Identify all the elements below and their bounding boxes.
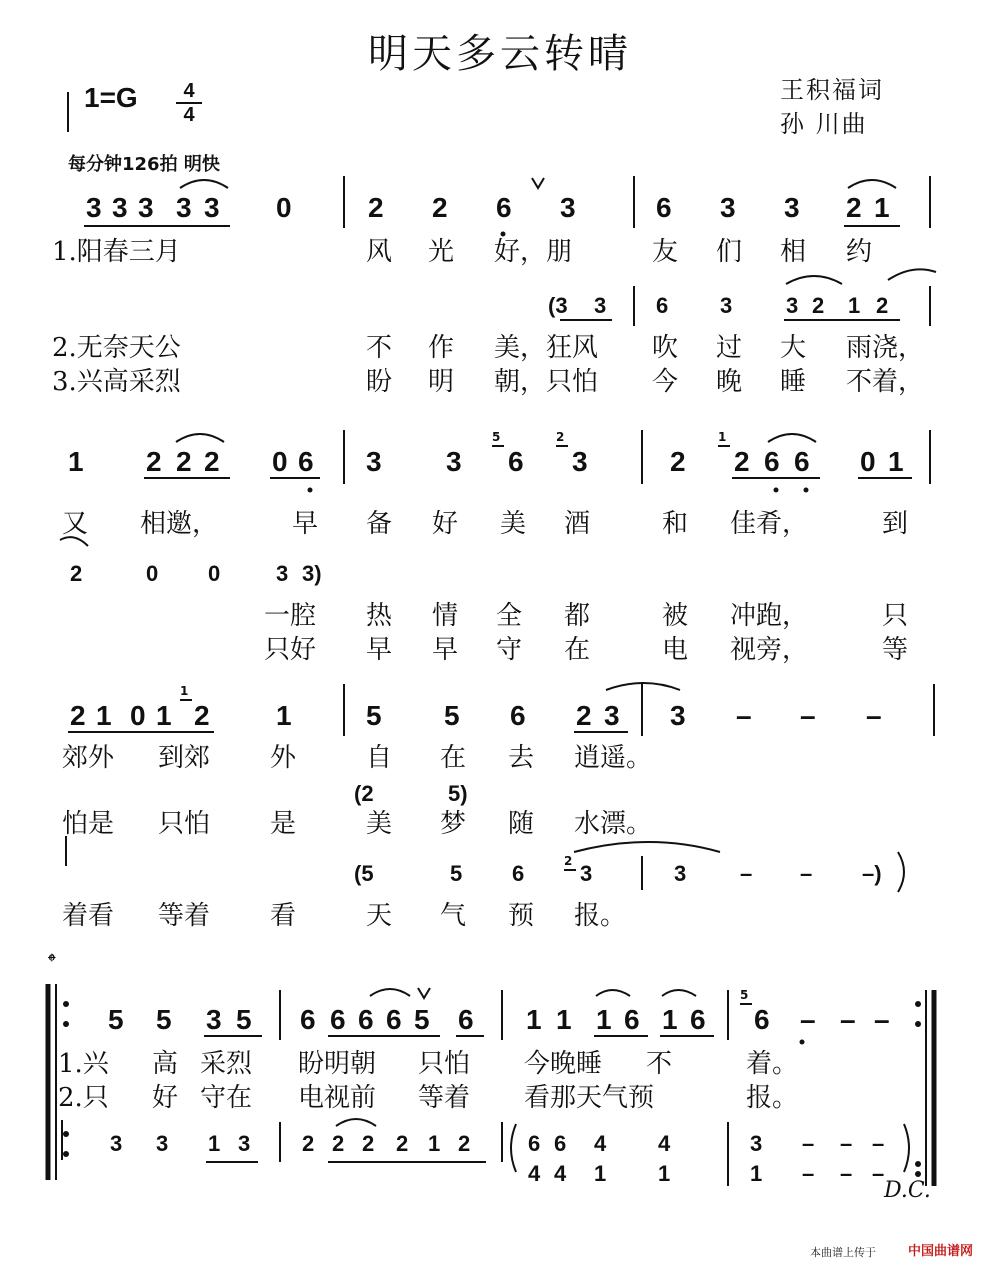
- note: 6: [794, 446, 810, 477]
- note: 3: [750, 1131, 763, 1156]
- note: 2: [846, 192, 862, 223]
- note: 2: [176, 446, 192, 477]
- note: 3: [580, 861, 593, 886]
- lyric: 只: [882, 601, 909, 631]
- lyric: 1.阳春三月: [52, 237, 181, 267]
- lyric: 天: [366, 901, 393, 931]
- note: 5: [156, 1004, 172, 1035]
- note: 4: [554, 1161, 567, 1186]
- paren: [898, 852, 904, 892]
- note: 3: [572, 446, 588, 477]
- grace-note: 5: [740, 988, 749, 1002]
- note: 6: [458, 1004, 474, 1035]
- note: 3: [276, 561, 289, 586]
- note: 2: [302, 1131, 315, 1156]
- note: 3: [112, 192, 128, 223]
- note: 3): [302, 561, 322, 586]
- note: 3: [366, 446, 382, 477]
- lyric: 大: [780, 333, 807, 363]
- note: 5: [414, 1004, 430, 1035]
- note: 5: [236, 1004, 252, 1035]
- note: –: [840, 1131, 853, 1156]
- note: 3: [784, 192, 800, 223]
- note: 6: [386, 1004, 402, 1035]
- lyric: 好，朋: [494, 237, 573, 267]
- note: 3: [670, 700, 686, 731]
- note: 6: [512, 861, 525, 886]
- lyric: 明: [428, 367, 455, 397]
- breath-mark: [532, 178, 544, 188]
- note: 6: [358, 1004, 374, 1035]
- repeat-dot: [63, 1021, 69, 1027]
- da-capo-mark: D.C.: [884, 1178, 931, 1203]
- lyric: 相: [780, 237, 807, 267]
- lyric: 作: [428, 333, 455, 363]
- lyric: 着。: [746, 1049, 799, 1079]
- grace-note: 2: [564, 854, 573, 868]
- lyric: 看那天气预: [524, 1083, 655, 1113]
- lyric: 1.兴: [58, 1049, 109, 1079]
- lyric: 都: [564, 601, 591, 631]
- lyric: 只怕: [158, 809, 211, 839]
- note: 1: [848, 293, 861, 318]
- lyric: 盼: [366, 367, 393, 397]
- low-dot: [804, 488, 809, 493]
- note: 3: [176, 192, 192, 223]
- lyric: 守: [496, 635, 523, 665]
- slur: [848, 180, 896, 188]
- repeat-dot: [915, 1001, 921, 1007]
- slur: [60, 537, 88, 546]
- low-dot: [800, 1040, 805, 1045]
- note: 4: [658, 1131, 671, 1156]
- tempo-marking: 每分钟126拍 明快: [68, 154, 220, 175]
- lyric: 逍遥。: [574, 743, 653, 773]
- note: 6: [330, 1004, 346, 1035]
- lyricist-credit: 王积福词: [780, 76, 884, 104]
- lyric: 电: [662, 635, 689, 665]
- lyric: 等: [882, 635, 909, 665]
- coda-mark: 𝄌: [48, 950, 56, 975]
- repeat-dot: [915, 1161, 921, 1167]
- note: 6: [624, 1004, 640, 1035]
- lyric: 又: [62, 509, 89, 539]
- note: 1: [596, 1004, 612, 1035]
- note: 1: [888, 446, 904, 477]
- lyric: 看: [270, 901, 297, 931]
- lyric: 相邀，: [140, 509, 219, 539]
- time-sig-bottom: 4: [183, 104, 195, 126]
- lyric: 自: [366, 743, 393, 773]
- lyric: 全: [496, 601, 523, 631]
- note: 6: [656, 293, 669, 318]
- note: 0: [208, 561, 221, 586]
- note: 2: [576, 700, 592, 731]
- slur: [336, 1119, 376, 1126]
- note: 3: [204, 192, 220, 223]
- note: 0: [130, 700, 146, 731]
- time-sig-top: 4: [183, 80, 195, 102]
- note: 2: [368, 192, 384, 223]
- lyric: 2.无奈天公: [52, 333, 181, 363]
- lyric: 等着: [158, 901, 211, 931]
- lyric: 约: [846, 237, 873, 267]
- note: 2: [194, 700, 210, 731]
- lyric: 电视前: [298, 1083, 377, 1113]
- lyric: 佳肴，: [730, 509, 809, 539]
- lyric: 守在: [200, 1083, 253, 1113]
- composer-credit: 孙 川曲: [780, 110, 868, 138]
- note: –): [862, 861, 882, 886]
- note: 6: [510, 700, 526, 731]
- note: 6: [764, 446, 780, 477]
- low-dot: [501, 232, 506, 237]
- note: 3: [674, 861, 687, 886]
- lyric: 高: [152, 1049, 179, 1079]
- lyric: 3.兴高采烈: [52, 367, 181, 397]
- lyric: 报。: [746, 1083, 799, 1113]
- lyric: 好: [152, 1083, 179, 1113]
- lyric: 不着，: [846, 367, 925, 397]
- lyric: 风: [366, 237, 393, 267]
- note: 6: [554, 1131, 567, 1156]
- note: 0: [860, 446, 876, 477]
- note: –: [866, 700, 882, 731]
- lyric: 好: [432, 509, 459, 539]
- note: 3: [560, 192, 576, 223]
- note: –: [800, 700, 816, 731]
- note: 2: [876, 293, 889, 318]
- note: 2: [204, 446, 220, 477]
- note: 5: [108, 1004, 124, 1035]
- note: 1: [156, 700, 172, 731]
- slur: [176, 434, 224, 442]
- key-signature: 1=G: [84, 82, 138, 113]
- brace: [904, 1124, 909, 1172]
- lyric: 今晚睡: [524, 1049, 603, 1079]
- note: 1: [874, 192, 890, 223]
- lyric: 随: [508, 809, 535, 839]
- note: –: [802, 1131, 815, 1156]
- lyric: 一腔: [264, 601, 317, 631]
- slur: [574, 842, 720, 852]
- note: –: [840, 1161, 853, 1186]
- lyric: 等着: [418, 1083, 471, 1113]
- brace: [511, 1124, 516, 1172]
- lyric: 热: [366, 601, 393, 631]
- lyric: 气: [440, 901, 467, 931]
- note: –: [800, 861, 813, 886]
- lyric: 到: [882, 509, 909, 539]
- note: –: [872, 1161, 885, 1186]
- site-logo[interactable]: 中国曲谱网: [908, 1244, 974, 1259]
- lyric: 早: [366, 635, 393, 665]
- slur: [786, 276, 842, 284]
- note: 2: [362, 1131, 375, 1156]
- lyric: 梦: [440, 809, 467, 839]
- note: 2: [734, 446, 750, 477]
- note: 1: [428, 1131, 441, 1156]
- lyric: 是: [270, 809, 297, 839]
- lyric: 雨浇，: [846, 333, 925, 363]
- lyric: 美: [500, 509, 527, 539]
- note: 3: [156, 1131, 169, 1156]
- lyric: 2.只: [58, 1083, 109, 1113]
- note: 3: [594, 293, 607, 318]
- lyric: 们: [716, 237, 743, 267]
- note: 6: [508, 446, 524, 477]
- note: 1: [556, 1004, 572, 1035]
- lyric: 晚: [716, 367, 743, 397]
- repeat-dot: [63, 1001, 69, 1007]
- lyric: 在: [564, 635, 591, 665]
- note: –: [872, 1131, 885, 1156]
- repeat-dot: [915, 1171, 921, 1177]
- note: 6: [496, 192, 512, 223]
- lyric: 视旁，: [730, 635, 809, 665]
- note: 1: [526, 1004, 542, 1035]
- note: 1: [750, 1161, 763, 1186]
- note: 3: [604, 700, 620, 731]
- lyric: 美: [366, 809, 393, 839]
- note: 1: [96, 700, 112, 731]
- slur: [662, 990, 696, 996]
- lyric: 早: [292, 509, 319, 539]
- lyric: 酒: [564, 509, 591, 539]
- lyric: 只好: [264, 635, 317, 665]
- note: –: [736, 700, 752, 731]
- lyric: 冲跑，: [730, 601, 809, 631]
- lyric: 友: [652, 237, 679, 267]
- note: –: [800, 1004, 816, 1035]
- note: 6: [690, 1004, 706, 1035]
- note: 6: [298, 446, 314, 477]
- note: –: [874, 1004, 890, 1035]
- lyric: 郊外: [62, 743, 115, 773]
- lyric: 早: [432, 635, 459, 665]
- note: 2: [670, 446, 686, 477]
- note: 1: [658, 1161, 671, 1186]
- lyric: 不: [646, 1049, 673, 1079]
- repeat-dot: [63, 1131, 69, 1137]
- note: –: [840, 1004, 856, 1035]
- note: (3: [548, 293, 568, 318]
- lyric: 和: [662, 509, 689, 539]
- lyric: 只怕: [418, 1049, 471, 1079]
- note: 6: [656, 192, 672, 223]
- note: 1: [662, 1004, 678, 1035]
- note: –: [740, 861, 753, 886]
- note: 3: [786, 293, 799, 318]
- lyric: 情: [432, 601, 459, 631]
- note: 2: [70, 700, 86, 731]
- slur: [180, 180, 228, 188]
- slur: [768, 434, 816, 442]
- lyric: 去: [508, 743, 535, 773]
- note: 6: [754, 1004, 770, 1035]
- slur: [370, 989, 410, 996]
- song-title: 明天多云转晴: [368, 31, 632, 77]
- lyric: 采烈: [200, 1049, 253, 1079]
- lyric: 备: [366, 509, 393, 539]
- low-dot: [774, 488, 779, 493]
- lyric: 报。: [574, 901, 627, 931]
- repeat-dot: [915, 1021, 921, 1027]
- note: 1: [594, 1161, 607, 1186]
- lyric: 睡: [780, 367, 807, 397]
- note: 0: [272, 446, 288, 477]
- slur: [888, 269, 936, 280]
- note: –: [802, 1161, 815, 1186]
- lyric: 被: [662, 601, 689, 631]
- grace-note: 1: [180, 684, 189, 698]
- grace-note: 5: [492, 430, 501, 444]
- upload-note: 本曲谱上传于: [810, 1246, 876, 1259]
- breath-mark: [418, 988, 430, 998]
- lyric: 到郊: [158, 743, 211, 773]
- note: (2: [354, 781, 374, 806]
- note: 2: [146, 446, 162, 477]
- note: 2: [332, 1131, 345, 1156]
- lyric: 美，狂风: [494, 333, 599, 363]
- lyric: 今: [652, 367, 679, 397]
- note: 2: [70, 561, 83, 586]
- note: 3: [138, 192, 154, 223]
- note: 2: [396, 1131, 409, 1156]
- note: 2: [432, 192, 448, 223]
- lyric: 预: [508, 901, 535, 931]
- note: 5): [448, 781, 468, 806]
- note: 3: [206, 1004, 222, 1035]
- lyric: 着看: [62, 901, 115, 931]
- note: 4: [528, 1161, 541, 1186]
- lyric: 外: [270, 743, 297, 773]
- note: 0: [276, 192, 292, 223]
- note: 3: [238, 1131, 251, 1156]
- lyric: 在: [440, 743, 467, 773]
- note: 2: [812, 293, 825, 318]
- note: 6: [300, 1004, 316, 1035]
- low-dot: [308, 488, 313, 493]
- note: 5: [450, 861, 463, 886]
- slur: [596, 990, 630, 996]
- note: (5: [354, 861, 374, 886]
- lyric: 水漂。: [574, 809, 653, 839]
- note: 3: [720, 293, 733, 318]
- grace-note: 1: [718, 430, 727, 444]
- note: 5: [444, 700, 460, 731]
- note: 3: [110, 1131, 123, 1156]
- note: 3: [446, 446, 462, 477]
- note: 0: [146, 561, 159, 586]
- lyric: 吹: [652, 333, 679, 363]
- note: 1: [208, 1131, 221, 1156]
- lyric: 光: [428, 237, 455, 267]
- note: 3: [86, 192, 102, 223]
- note: 1: [68, 446, 84, 477]
- note: 1: [276, 700, 292, 731]
- note: 2: [458, 1131, 471, 1156]
- note: 6: [528, 1131, 541, 1156]
- note: 4: [594, 1131, 607, 1156]
- grace-note: 2: [556, 430, 565, 444]
- lyric: 朝，只怕: [494, 367, 599, 397]
- lyric: 过: [716, 333, 743, 363]
- lyric: 怕是: [62, 809, 115, 839]
- note: 5: [366, 700, 382, 731]
- repeat-dot: [63, 1151, 69, 1157]
- note: 3: [720, 192, 736, 223]
- lyric: 盼明朝: [298, 1049, 377, 1079]
- lyric: 不: [366, 333, 393, 363]
